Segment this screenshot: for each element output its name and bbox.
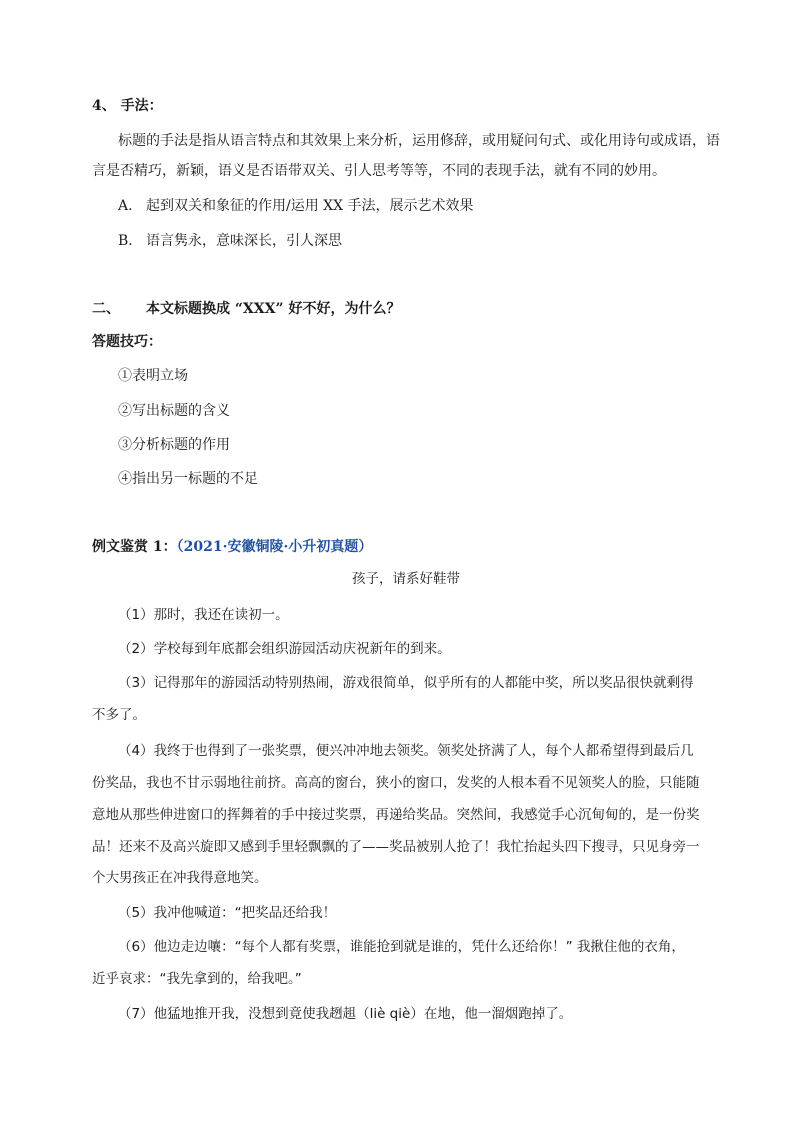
option-a [118, 196, 474, 216]
tip-step-4: ④指出另一标题的不足 [118, 471, 258, 487]
section-4-paragraph-line-2: 言是否精巧，新颖，语义是否语带双关、引人思考等等，不同的表现手法，就有不同的妙用。 [92, 163, 666, 179]
option-b-text: 语言隽永，意味深长，引人深思 [146, 233, 342, 249]
tip-step-3: ③分析标题的作用 [118, 437, 230, 453]
story-line: （4）我终于也得到了一张奖票，便兴冲冲地去领奖。领奖处挤满了人，每个人都希望得到最后几 [118, 743, 694, 759]
example-heading [92, 537, 372, 557]
option-a-text: 起到双关和象征的作用/运用 XX 手法，展示艺术效果 [146, 198, 474, 214]
story-line: （7）他猛地推开我，没想到竟使我趔趄（liè qiè）在地，他一溜烟跑掉了。 [118, 1006, 573, 1022]
story-line: 品！还来不及高兴旋即又感到手里轻飘飘的了——奖品被别人抢了！我忙抬起头四下搜寻，只见身旁一 [92, 839, 700, 855]
part-2-heading [92, 299, 400, 319]
story-line: （6）他边走边嚷：“每个人都有奖票，谁能抢到就是谁的，凭什么还给你！” 我揪住他的衣角， [118, 939, 685, 955]
option-b [118, 231, 342, 251]
part-2-question: 本文标题换成 “XXX” 好不好，为什么？ [146, 301, 401, 317]
story-line: 个大男孩正在冲我得意地笑。 [92, 870, 268, 886]
story-line: （1）那时，我还在读初一。 [118, 607, 289, 623]
story-line: （5）我冲他喊道：“把奖品还给我！ [118, 905, 337, 921]
section-4-heading: 4、 手法： [92, 98, 163, 114]
tip-step-1: ①表明立场 [118, 368, 188, 384]
story-line: （3）记得那年的游园活动特别热闹，游戏很简单，似乎所有的人都能中奖，所以奖品很快就剩得 [118, 675, 694, 691]
story-line: 份奖品，我也不甘示弱地往前挤。高高的窗台，狭小的窗口，发奖的人根本看不见领奖人的脸，只能随 [92, 775, 700, 791]
part-2-number: 二、 [92, 301, 120, 317]
example-source: （2021·安徽铜陵·小升初真题） [176, 539, 373, 555]
tips-heading: 答题技巧： [92, 334, 162, 350]
section-4-paragraph-line-1: 标题的手法是指从语言特点和其效果上来分析，运用修辞，或用疑问句式、或化用诗句或成语，语 [118, 133, 720, 149]
story-line: 不多了。 [92, 707, 146, 723]
option-a-label: A. [118, 198, 133, 214]
story-line: （2）学校每到年底都会组织游园活动庆祝新年的到来。 [118, 641, 451, 657]
story-title: 孩子，请系好鞋带 [352, 571, 460, 587]
example-label: 例文鉴赏 1： [92, 539, 177, 555]
option-b-label: B. [118, 233, 133, 249]
story-line: 近乎哀求：“我先拿到的，给我吧。” [92, 971, 302, 987]
tip-step-2: ②写出标题的含义 [118, 403, 230, 419]
story-line: 意地从那些伸进窗口的挥舞着的手中接过奖票，再递给奖品。突然间，我感觉手心沉甸甸的，是一份奖 [92, 807, 700, 823]
